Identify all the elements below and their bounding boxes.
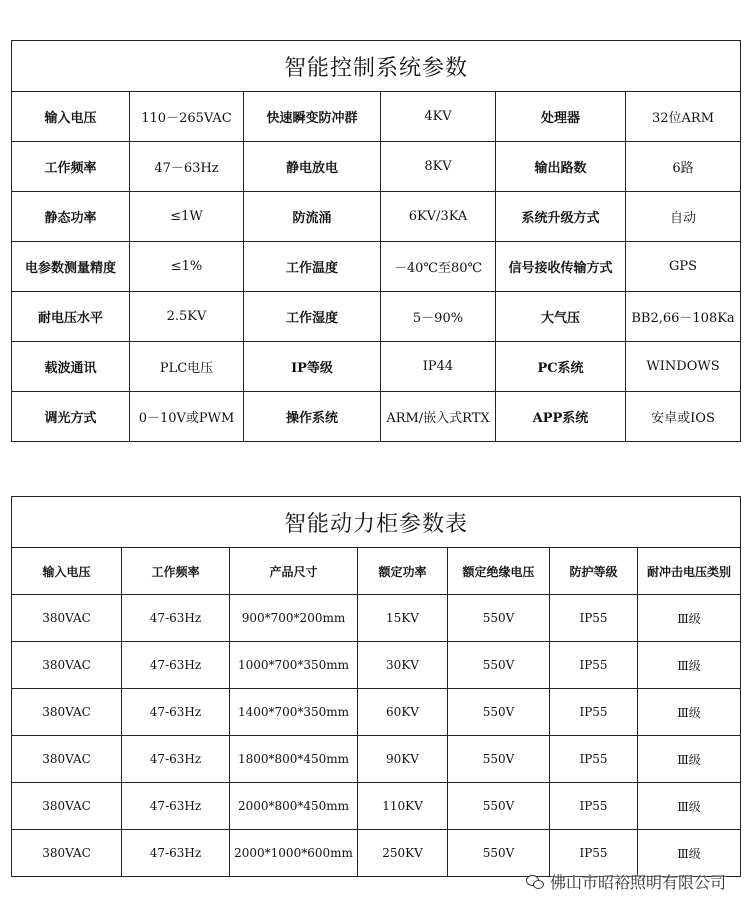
param-label: 工作湿度 [244,292,381,342]
table-cell: 550V [448,595,550,642]
param-value: 安卓或IOS [626,392,741,442]
param-label: 工作温度 [244,242,381,292]
watermark [526,870,726,893]
table-cell: 47-63Hz [122,830,230,877]
table-cell: 380VAC [12,783,122,830]
param-value: 32位ARM [626,92,741,142]
table-cell: Ⅲ级 [638,736,741,783]
table-cell: 1400*700*350mm [230,689,358,736]
table-cell: 47-63Hz [122,689,230,736]
table-cell: 2000*1000*600mm [230,830,358,877]
table-title: 智能控制系统参数 [12,41,741,92]
param-value: ≤1% [130,242,244,292]
table-cell: 1000*700*350mm [230,642,358,689]
param-label: PC系统 [496,342,626,392]
param-value: ≤1W [130,192,244,242]
table-row [12,242,741,292]
param-label: 大气压 [496,292,626,342]
param-label: 操作系统 [244,392,381,442]
param-label: 防流涌 [244,192,381,242]
param-label: IP等级 [244,342,381,392]
table-cell: IP55 [550,595,638,642]
table-cell: Ⅲ级 [638,642,741,689]
param-value: 110－265VAC [130,92,244,142]
table-cell: 550V [448,642,550,689]
table-cell: 380VAC [12,736,122,783]
column-header: 耐冲击电压类别 [638,548,741,595]
param-value: PLC电压 [130,342,244,392]
table-cell: Ⅲ级 [638,595,741,642]
param-value: 6路 [626,142,741,192]
power-cabinet-params-table [11,496,741,877]
wechat-icon [526,875,544,889]
table-cell: 47-63Hz [122,595,230,642]
param-label: 输出路数 [496,142,626,192]
table-row [12,192,741,242]
param-label: 快速瞬变防冲群 [244,92,381,142]
param-label: 工作频率 [12,142,130,192]
column-header: 额定功率 [358,548,448,595]
table-cell: 30KV [358,642,448,689]
table-cell: IP55 [550,689,638,736]
table-cell: 1800*800*450mm [230,736,358,783]
table-cell: 380VAC [12,830,122,877]
table-cell: 550V [448,689,550,736]
param-value: 8KV [381,142,496,192]
param-value: 自动 [626,192,741,242]
column-header: 输入电压 [12,548,122,595]
table-row [12,92,741,142]
param-value: 4KV [381,92,496,142]
table-cell: Ⅲ级 [638,689,741,736]
param-label: 系统升级方式 [496,192,626,242]
table-row [12,736,741,783]
control-system-params-table [11,40,741,442]
param-value: －40℃至80℃ [381,242,496,292]
param-value: 5－90% [381,292,496,342]
param-value: ARM/嵌入式RTX [381,392,496,442]
param-label: 电参数测量精度 [12,242,130,292]
table-cell: 250KV [358,830,448,877]
table-cell: 90KV [358,736,448,783]
table-cell: IP55 [550,642,638,689]
table-row [12,689,741,736]
table-cell: 550V [448,736,550,783]
table-row [12,142,741,192]
table-row [12,342,741,392]
table-cell: 380VAC [12,595,122,642]
table-cell: IP55 [550,783,638,830]
table-cell: 47-63Hz [122,783,230,830]
param-value: IP44 [381,342,496,392]
param-label: 输入电压 [12,92,130,142]
table-cell: Ⅲ级 [638,783,741,830]
table-row [12,642,741,689]
table-cell: 47-63Hz [122,642,230,689]
table-cell: 47-63Hz [122,736,230,783]
table-row [12,392,741,442]
table-cell: 550V [448,830,550,877]
param-label: 静电放电 [244,142,381,192]
param-label: 信号接收传输方式 [496,242,626,292]
param-value: GPS [626,242,741,292]
param-value: 6KV/3KA [381,192,496,242]
param-value: WINDOWS [626,342,741,392]
table-cell: 110KV [358,783,448,830]
param-value: 0－10V或PWM [130,392,244,442]
table-cell: 15KV [358,595,448,642]
column-header: 产品尺寸 [230,548,358,595]
column-header: 工作频率 [122,548,230,595]
table-cell: 380VAC [12,642,122,689]
param-value: 47－63Hz [130,142,244,192]
table-cell: Ⅲ级 [638,830,741,877]
table-header-row [12,548,741,595]
column-header: 额定绝缘电压 [448,548,550,595]
param-label: 耐电压水平 [12,292,130,342]
table-cell: IP55 [550,830,638,877]
table-cell: 550V [448,783,550,830]
table-cell: 60KV [358,689,448,736]
table-row [12,292,741,342]
param-label: 处理器 [496,92,626,142]
table-cell: 2000*800*450mm [230,783,358,830]
table-row [12,595,741,642]
table-title: 智能动力柜参数表 [12,497,741,548]
table-cell: 900*700*200mm [230,595,358,642]
param-value: 2.5KV [130,292,244,342]
param-label: APP系统 [496,392,626,442]
param-label: 调光方式 [12,392,130,442]
param-label: 静态功率 [12,192,130,242]
watermark-text: 佛山市昭裕照明有限公司 [549,873,726,892]
table-cell: IP55 [550,736,638,783]
table-cell: 380VAC [12,689,122,736]
table-row [12,783,741,830]
param-label: 载波通讯 [12,342,130,392]
column-header: 防护等级 [550,548,638,595]
param-value: BB2,66－108Ka [626,292,741,342]
